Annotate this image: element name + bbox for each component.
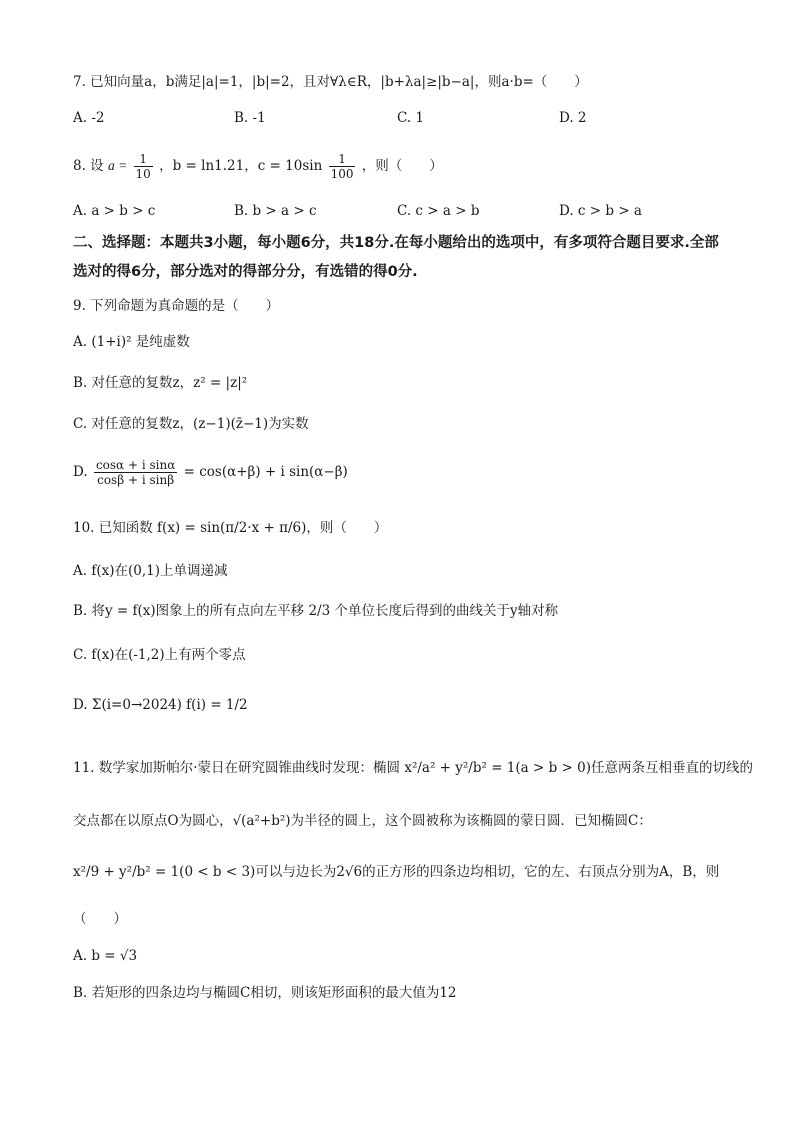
q7-option-c: C. 1	[397, 110, 425, 126]
q9-option-d	[73, 454, 348, 490]
q8-option-a: A. a > b > c	[73, 203, 156, 219]
q9-option-c: C. 对任意的复数z，(z−1)(z̄−1)为实数	[73, 416, 309, 432]
question-11-line-4: （ ）	[73, 911, 127, 927]
q8-c-denominator: 100	[330, 167, 354, 181]
q8-option-c: C. c > a > b	[397, 203, 480, 219]
q8-a-label: a =	[107, 158, 128, 173]
q8-c-numerator: 1	[329, 152, 356, 167]
q7-option-a: A. -2	[73, 110, 105, 126]
q8-c-fraction	[329, 152, 356, 181]
q9-option-a: A. (1+i)² 是纯虚数	[73, 334, 190, 350]
q9-d-rhs: = cos(α+β) + i sin(α−β)	[183, 464, 348, 480]
q11-option-b: B. 若矩形的四条边均与椭圆C相切，则该矩形面积的最大值为12	[73, 985, 457, 1001]
q11-option-a: A. b = √3	[73, 948, 138, 964]
q10-option-d: D. Σ(i=0→2024) f(i) = 1/2	[73, 697, 248, 713]
q8-option-d: D. c > b > a	[559, 203, 642, 219]
q9-d-fraction	[94, 458, 177, 487]
q8-a-denominator: 10	[135, 167, 151, 181]
q9-d-denominator: cosβ + i sinβ	[97, 473, 175, 487]
q10-option-b: B. 将y = f(x)图象上的所有点向左平移 2/3 个单位长度后得到的曲线关于y轴对称	[73, 603, 559, 619]
question-10-stem: 10. 已知函数 f(x) = sin(π/2·x + π/6)，则（ ）	[73, 520, 388, 536]
q7-option-d: D. 2	[559, 110, 587, 126]
question-7-stem: 7. 已知向量a，b满足|a|=1，|b|=2，且对∀λ∈R，|b+λa|≥|b−a|，则a·b=（ ）	[73, 74, 588, 90]
q9-d-numerator: cosα + i sinα	[95, 458, 176, 472]
question-9-stem: 9. 下列命题为真命题的是（ ）	[73, 298, 280, 314]
q8-a-numerator: 1	[134, 152, 153, 167]
q9-d-label: D.	[73, 464, 88, 480]
q8-suffix: ，则（ ）	[361, 158, 443, 174]
question-8-stem	[73, 148, 443, 184]
question-11-line-3: x²/9 + y²/b² = 1(0 < b < 3)可以与边长为2√6的正方形的四条边均相切，它的左、右顶点分别为A，B，则	[73, 864, 720, 880]
q8-prefix: 8. 设	[73, 158, 104, 174]
q7-option-b: B. -1	[234, 110, 266, 126]
q8-a-fraction	[134, 152, 153, 181]
q9-option-b: B. 对任意的复数z，z² = |z|²	[73, 375, 248, 391]
q8-b-c-text: ，b = ln1.21，c = 10sin	[159, 158, 323, 174]
q10-option-a: A. f(x)在(0,1)上单调递减	[73, 563, 228, 579]
q8-option-b: B. b > a > c	[234, 203, 317, 219]
question-11-line-1: 11. 数学家加斯帕尔·蒙日在研究圆锥曲线时发现：椭圆 x²/a² + y²/b² = 1(a > b > 0)任意两条互相垂直的切线的	[73, 760, 753, 776]
q10-option-c: C. f(x)在(-1,2)上有两个零点	[73, 647, 246, 663]
section-2-heading: 二、选择题：本题共3小题，每小题6分，共18分.在每小题给出的选项中，有多项符合题目要求.全部选对的得6分，部分选对的得部分分，有选错的得0分.	[73, 235, 719, 280]
question-11-line-2: 交点都在以原点O为圆心，√(a²+b²)为半径的圆上，这个圆被称为该椭圆的蒙日圆．已知椭圆C：	[73, 813, 652, 829]
